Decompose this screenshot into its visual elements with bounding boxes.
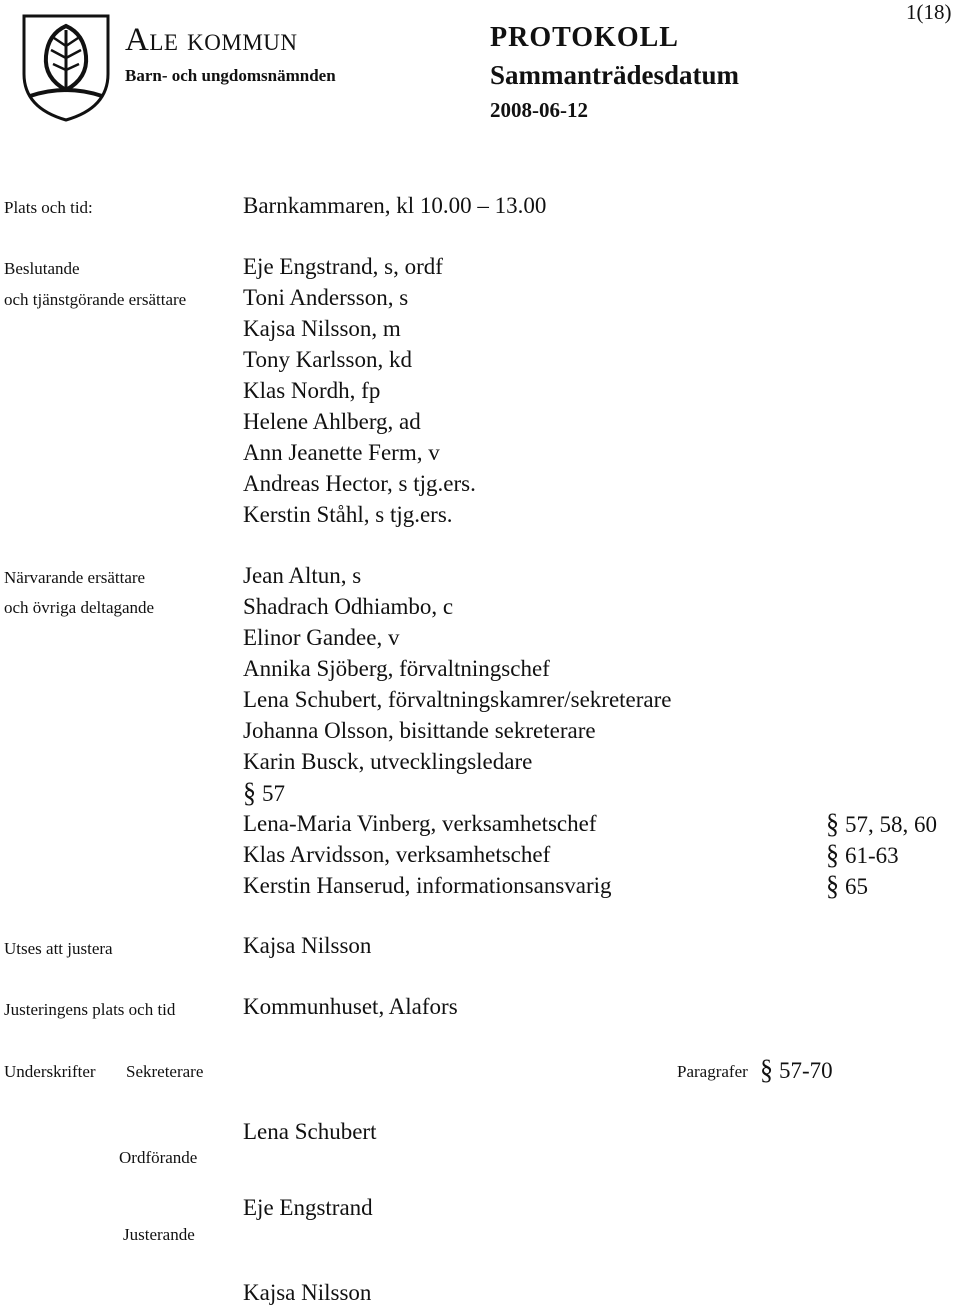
list-item: Elinor Gandee, v (243, 625, 400, 650)
secretary-label: Sekreterare (126, 1062, 204, 1081)
decision-label-2: och tjänstgörande ersättare (4, 290, 187, 309)
chair-name: Eje Engstrand (243, 1195, 373, 1220)
list-item: Klas Arvidsson, verksamhetschef (243, 842, 551, 867)
section-symbol: § (826, 838, 839, 871)
list-item: Johanna Olsson, bisittande sekreterare (243, 718, 596, 743)
adjuster-label: Utses att justera (4, 939, 113, 958)
list-item: Helene Ahlberg, ad (243, 409, 421, 434)
paragraphs-value (760, 1053, 833, 1086)
org-name: Ale kommun (125, 22, 298, 58)
list-item: Klas Nordh, fp (243, 378, 381, 403)
crest-icon (20, 12, 112, 124)
attendees-list (243, 563, 672, 904)
adjuster-name: Kajsa Nilsson (243, 1280, 372, 1305)
list-item: Karin Busck, utvecklingsledare (243, 749, 533, 774)
attendees-label-1: Närvarande ersättare (4, 568, 146, 587)
meeting-date: 2008-06-12 (490, 98, 588, 122)
section-symbol: § (760, 1053, 773, 1086)
list-item: Shadrach Odhiambo, c (243, 594, 454, 619)
place-label: Plats och tid: (4, 198, 93, 217)
paragraph-ref: 57 (262, 781, 285, 806)
chair-label: Ordförande (119, 1148, 198, 1167)
doc-type: PROTOKOLL (490, 22, 679, 53)
org-unit: Barn- och ungdomsnämnden (125, 66, 336, 85)
list-item: Tony Karlsson, kd (243, 347, 412, 372)
adjust-place-value: Kommunhuset, Alafors (243, 994, 458, 1019)
decision-label-1: Beslutande (4, 259, 80, 278)
paragraph-ref-text: 61-63 (845, 843, 899, 868)
secretary-name: Lena Schubert (243, 1119, 377, 1144)
paragraphs-range: 57-70 (779, 1058, 833, 1083)
paragraph-ref (826, 869, 937, 904)
list-item: Toni Andersson, s (243, 285, 409, 310)
section-symbol: § (243, 776, 256, 809)
paragraph-ref (826, 838, 937, 873)
karin-paragraph (243, 776, 672, 811)
adjuster-sign-label: Justerande (123, 1225, 195, 1244)
paragraphs-label: Paragrafer (677, 1062, 748, 1081)
decision-makers-list (243, 254, 476, 533)
section-symbol: § (826, 807, 839, 840)
list-item: Kajsa Nilsson, m (243, 316, 401, 341)
list-item: Eje Engstrand, s, ordf (243, 254, 443, 279)
paragraph-ref-text: 57, 58, 60 (845, 812, 937, 837)
list-item: Ann Jeanette Ferm, v (243, 440, 440, 465)
municipality-crest (20, 12, 112, 124)
list-item: Andreas Hector, s tjg.ers. (243, 471, 476, 496)
signatures-label: Underskrifter (4, 1062, 96, 1081)
list-item: Lena-Maria Vinberg, verksamhetschef (243, 811, 597, 836)
date-label: Sammanträdesdatum (490, 60, 740, 90)
list-item: Kerstin Ståhl, s tjg.ers. (243, 502, 453, 527)
adjuster-value: Kajsa Nilsson (243, 933, 372, 958)
attendees-label-2: och övriga deltagande (4, 598, 155, 617)
paragraph-refs (826, 807, 937, 904)
place-value: Barnkammaren, kl 10.00 – 13.00 (243, 193, 547, 218)
section-symbol: § (826, 869, 839, 902)
list-item: Lena Schubert, förvaltningskamrer/sekreterare (243, 687, 672, 712)
page-number: 1(18) (906, 0, 952, 24)
paragraph-ref-text: 65 (845, 874, 868, 899)
adjust-place-label: Justeringens plats och tid (4, 1000, 176, 1019)
list-item: Kerstin Hanserud, informationsansvarig (243, 873, 612, 898)
paragraph-ref (826, 807, 937, 842)
list-item: Annika Sjöberg, förvaltningschef (243, 656, 550, 681)
list-item: Jean Altun, s (243, 563, 362, 588)
